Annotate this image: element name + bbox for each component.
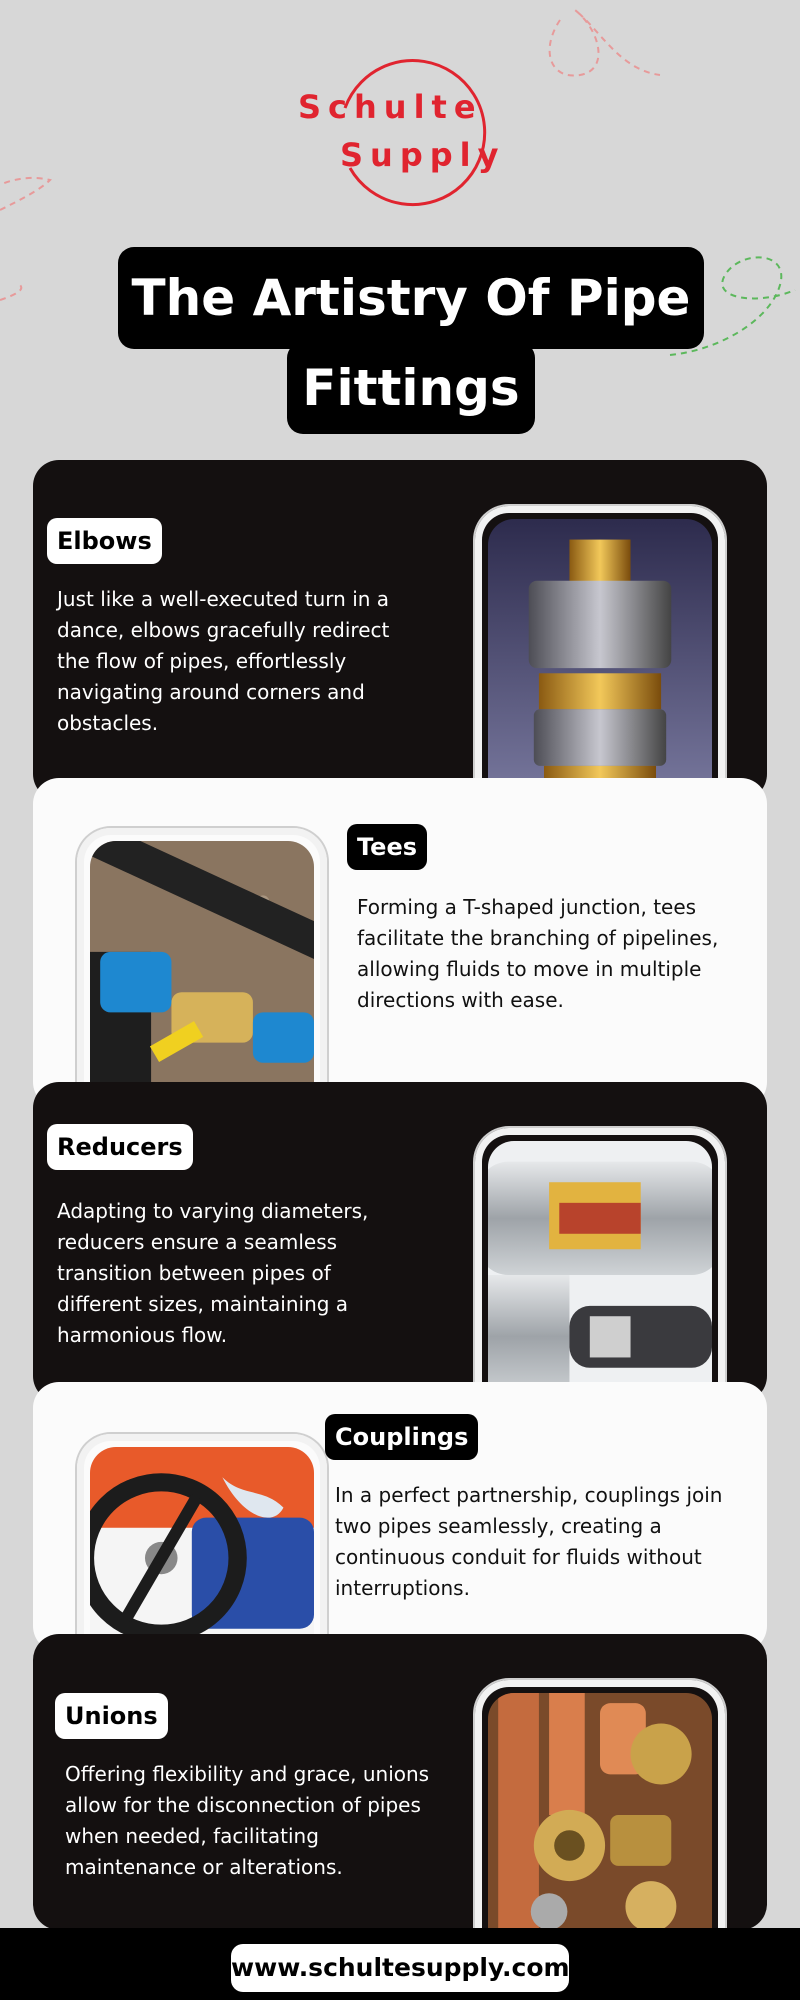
section-heading: Elbows bbox=[47, 518, 162, 564]
section-couplings bbox=[33, 1382, 767, 1652]
page-title-line2: Fittings bbox=[287, 342, 535, 434]
section-unions bbox=[33, 1634, 767, 1930]
section-heading: Unions bbox=[55, 1693, 168, 1739]
union-fitting-image bbox=[488, 1693, 712, 1937]
website-link[interactable]: www.schultesupply.com bbox=[231, 1944, 569, 1992]
brand-name-line2: Supply bbox=[340, 136, 506, 174]
section-heading: Reducers bbox=[47, 1124, 193, 1170]
phone-frame bbox=[475, 506, 725, 807]
section-description: Just like a well-executed turn in a dance, elbows gracefully redirect the flow of pipes, effortlessly navigating around corners and obstacles. bbox=[57, 587, 390, 735]
tee-fitting-image bbox=[90, 841, 314, 1093]
section-heading: Tees bbox=[347, 824, 427, 870]
section-tees bbox=[33, 778, 767, 1108]
section-reducers bbox=[33, 1082, 767, 1402]
coupling-fitting-image bbox=[90, 1447, 314, 1659]
section-heading: Couplings bbox=[325, 1414, 478, 1460]
phone-frame bbox=[77, 828, 327, 1093]
section-elbows bbox=[33, 460, 767, 800]
elbow-fitting-image bbox=[488, 519, 712, 807]
section-description: In a perfect partnership, couplings join two pipes seamlessly, creating a continuous conduit for fluids without interruptions. bbox=[335, 1483, 723, 1600]
phone-frame bbox=[475, 1128, 725, 1409]
section-description: Forming a T-shaped junction, tees facilitate the branching of pipelines, allowing fluids to move in multiple directions with ease. bbox=[357, 895, 719, 1012]
page-title-line1: The Artistry Of Pipe bbox=[118, 247, 704, 349]
phone-frame bbox=[77, 1434, 327, 1659]
phone-frame bbox=[475, 1680, 725, 1937]
reducer-fitting-image bbox=[488, 1141, 712, 1409]
brand-name-line1: Schulte bbox=[298, 88, 483, 126]
section-description: Adapting to varying diameters, reducers ensure a seamless transition between pipes of different sizes, maintaining a harmonious flow. bbox=[57, 1199, 369, 1347]
brand-logo[interactable] bbox=[290, 58, 510, 208]
section-description: Offering flexibility and grace, unions allow for the disconnection of pipes when needed, facilitating maintenance or alterations. bbox=[65, 1762, 430, 1879]
